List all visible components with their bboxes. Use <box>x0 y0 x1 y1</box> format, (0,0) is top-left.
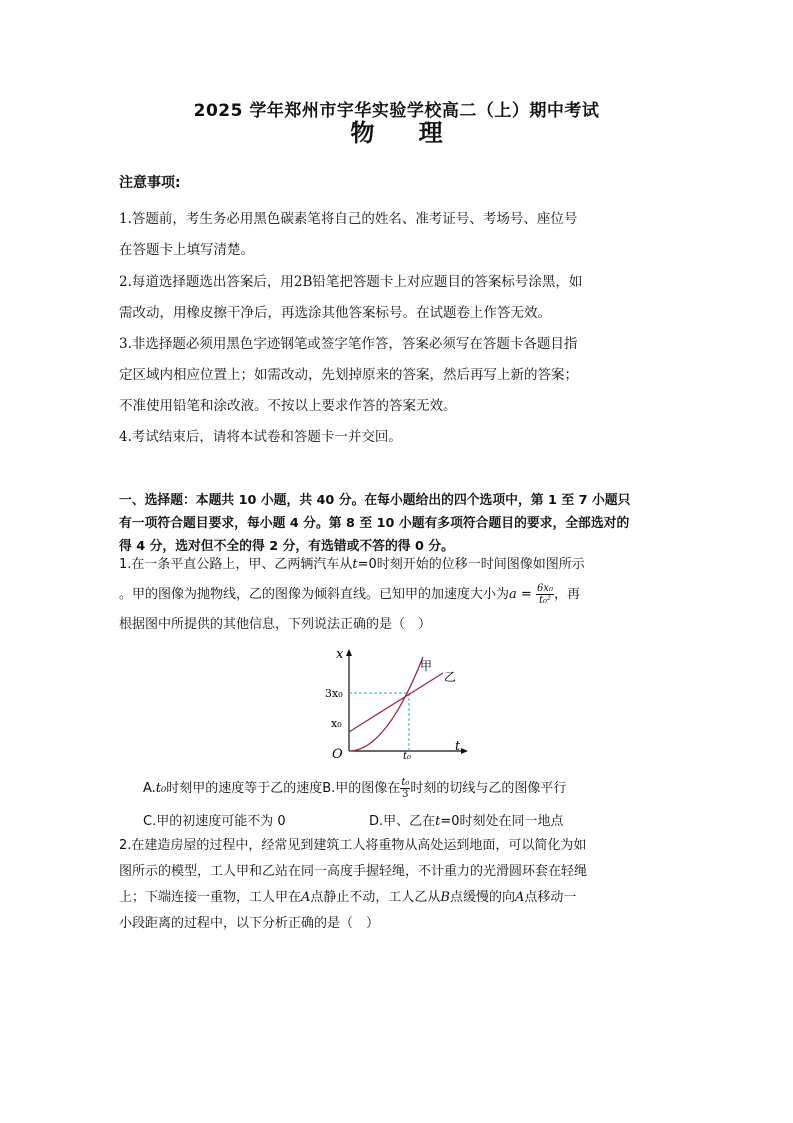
x-t-graph <box>323 646 473 760</box>
q1-equals: = <box>516 587 536 602</box>
q1-accel-fraction <box>536 583 554 606</box>
notice-item-4 <box>119 422 667 453</box>
label-yi: 乙 <box>444 670 457 684</box>
origin-label: O <box>332 747 343 760</box>
label-t0: t₀ <box>403 751 412 760</box>
option-b-text: 时刻的切线与乙的图像平行 <box>410 781 567 796</box>
fraction-denominator: 3 <box>402 789 409 800</box>
subject-title: 物 理 <box>350 119 461 147</box>
notice-item-3-line-2: 定区域内相应位置上；如需改动，先划掉原来的答案，然后再写上新的答案； <box>119 367 578 383</box>
exam-title: 2025 学年郑州市宇华实验学校高二（上）期中考试 <box>193 101 600 121</box>
notice-item-2 <box>119 267 667 329</box>
section-line-2: 有一项符合题目要求，每小题 4 分。第 8 至 10 小题有多项符合题目的要求，全部选对的 <box>119 516 630 531</box>
q1-var-t: t <box>352 557 358 572</box>
notice-item-1-line-1: 1.答题前，考生务必用黑色碳素笔将自己的姓名、准考证号、考场号、座位号 <box>119 211 578 227</box>
q2-point-a: A <box>301 890 311 905</box>
q1-text: 根据图中所提供的其他信息，下列说法正确的是（ ） <box>119 617 432 632</box>
option-a-label: A. <box>143 781 156 796</box>
notice-item-4-line-1: 4.考试结束后，请将本试卷和答题卡一并交回。 <box>119 429 402 445</box>
option-b-label: B.甲的图像在 <box>322 781 401 796</box>
q2-point-a: A <box>515 890 525 905</box>
x-axis-label: x <box>336 647 344 662</box>
label-3x0: 3x₀ <box>325 687 343 700</box>
label-jia: 甲 <box>420 659 433 673</box>
option-d-var-t: t <box>435 814 441 829</box>
t-axis-label: t <box>455 739 461 754</box>
section-line-1: 一、选择题：本题共 10 小题，共 40 分。在每小题给出的四个选项中，第 1 至 7 小题只 <box>119 493 631 508</box>
notice-item-3 <box>119 329 667 422</box>
section-instructions <box>119 489 671 558</box>
fraction-denominator: t₀² <box>538 595 551 606</box>
question-1-stem <box>119 552 671 638</box>
t-axis-arrow <box>461 748 468 754</box>
fraction-numerator: t₀ <box>401 777 410 788</box>
option-a-t0: t₀ <box>155 781 167 796</box>
q2-text: 上；下端连接一重物，工人甲在 <box>119 890 302 905</box>
q2-text: 点移动一 <box>524 890 577 905</box>
q2-text: 2.在建造房屋的过程中，经常见到建筑工人将重物从高处运到地面，可以简化为如 <box>119 838 587 853</box>
q1-text: 。甲的图像为抛物线，乙的图像为倾斜直线。已知甲的加速度大小为 <box>119 587 510 602</box>
q1-option-a-b <box>143 777 566 801</box>
q2-text: 小段距离的过程中，以下分析正确的是（ ） <box>119 916 380 931</box>
q1-var-a: a <box>509 587 517 602</box>
option-a-text: 时刻甲的速度等于乙的速度 <box>166 781 323 796</box>
option-d-text: =0时刻处在同一地点 <box>440 814 564 829</box>
notice-item-2-line-1: 2.每道选择题选出答案后，用2B铅笔把答题卡上对应题目的答案标号涂黑，如 <box>119 274 583 290</box>
q1-option-c: C.甲的初速度可能不为 0 <box>143 814 286 829</box>
notice-item-2-line-2: 需改动，用橡皮擦干净后，再选涂其他答案标号。在试题卷上作答无效。 <box>119 305 551 321</box>
option-b-fraction <box>400 777 410 800</box>
q2-text: 点缓慢的向 <box>449 890 515 905</box>
question-2-stem <box>119 833 671 937</box>
fraction-numerator: 6x₀ <box>536 583 553 594</box>
x-axis-arrow <box>346 649 352 656</box>
notice-item-1 <box>119 204 667 266</box>
q2-text: 图所示的模型，工人甲和乙站在同一高度手握轻绳，不计重力的光滑圆环套在轻绳 <box>119 864 588 879</box>
notice-item-3-line-3: 不准使用铅笔和涂改液。不按以上要求作答的答案无效。 <box>119 398 457 414</box>
q1-text: =0时刻开始的位移一时间图像如图所示 <box>357 557 585 572</box>
notice-item-1-line-2: 在答题卡上填写清楚。 <box>119 242 254 258</box>
line-yi <box>349 673 443 732</box>
notice-item-3-line-1: 3.非选择题必须用黑色字迹钢笔或签字笔作答，答案必须写在答题卡各题目指 <box>119 336 578 352</box>
q2-text: 点静止不动，工人乙从 <box>310 890 441 905</box>
option-d-label: D.甲、乙在 <box>369 814 436 829</box>
q1-text: ，再 <box>553 587 580 602</box>
q2-point-b: B <box>440 890 450 905</box>
q1-option-d <box>369 811 564 833</box>
curve-jia <box>349 657 423 751</box>
label-x0: x₀ <box>331 717 342 730</box>
section-line-3: 得 4 分，选对但不全的得 2 分，有选错或不答的得 0 分。 <box>119 539 454 554</box>
q1-text: 1.在一条平直公路上，甲、乙两辆汽车从 <box>119 557 353 572</box>
notice-heading: 注意事项: <box>119 175 181 191</box>
